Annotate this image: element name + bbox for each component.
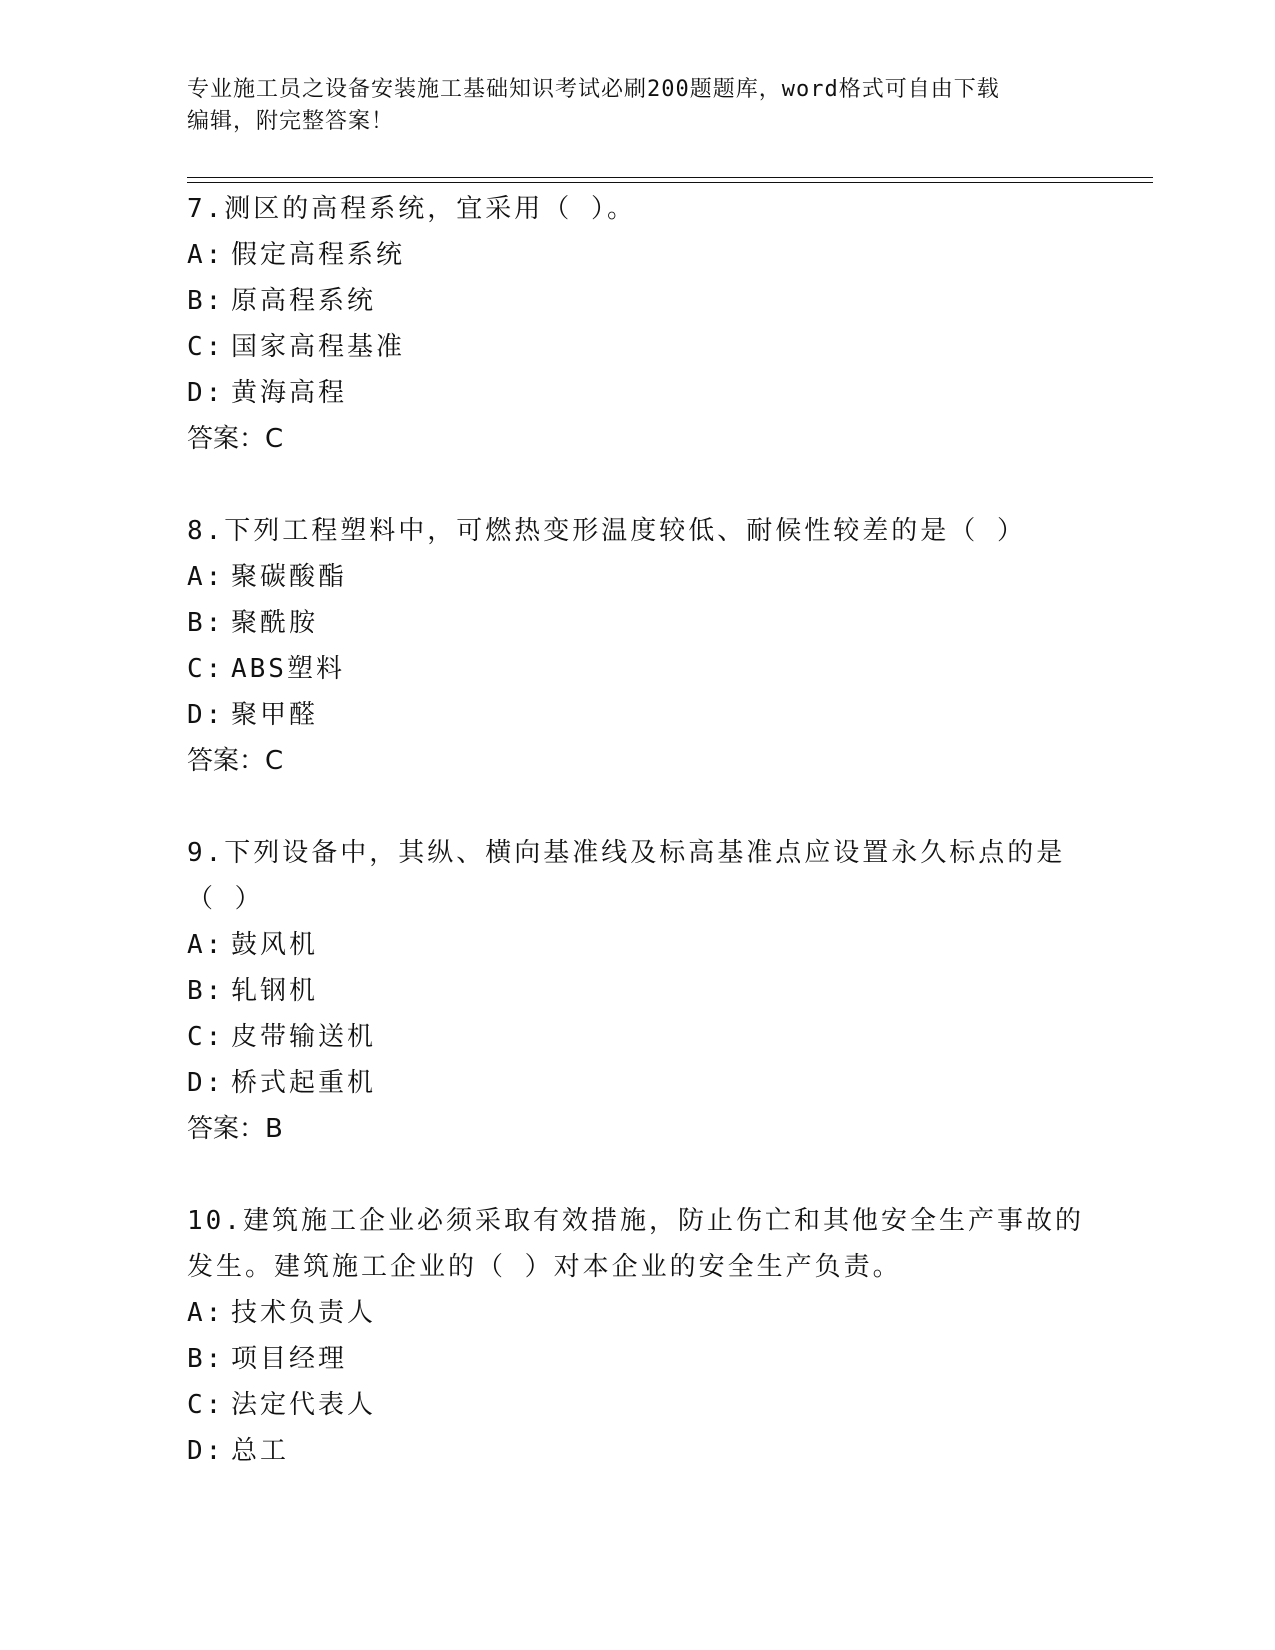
answer-line: 答案：C	[187, 424, 284, 454]
option-letter: D:	[187, 378, 225, 408]
option-b	[187, 968, 1087, 1014]
option-letter: D:	[187, 1436, 225, 1466]
option-b	[187, 600, 1087, 646]
option-a	[187, 922, 1087, 968]
option-text: 鼓风机	[231, 930, 319, 960]
option-text: 法定代表人	[231, 1390, 377, 1420]
question-stem: 8.下列工程塑料中，可燃热变形温度较低、耐候性较差的是（ ）	[187, 516, 1026, 546]
question-9	[187, 830, 1087, 1152]
question-stem: 10.建筑施工企业必须采取有效措施，防止伤亡和其他安全生产事故的发生。建筑施工企业的（ ）对本企业的安全生产负责。	[187, 1206, 1084, 1282]
option-text: 项目经理	[231, 1344, 348, 1374]
header-divider-bottom	[187, 182, 1153, 183]
option-letter: A:	[187, 930, 225, 960]
option-text: 总工	[231, 1436, 290, 1466]
option-text: 原高程系统	[231, 286, 377, 316]
option-d	[187, 1428, 1087, 1474]
option-c	[187, 646, 1087, 692]
option-letter: C:	[187, 332, 225, 362]
option-a	[187, 554, 1087, 600]
question-stem: 9.下列设备中，其纵、横向基准线及标高基准点应设置永久标点的是（ ）	[187, 838, 1066, 914]
option-letter: C:	[187, 654, 225, 684]
option-text: 皮带输送机	[231, 1022, 377, 1052]
option-letter: A:	[187, 562, 225, 592]
option-text: 黄海高程	[231, 378, 348, 408]
question-list	[187, 186, 1087, 1520]
option-letter: C:	[187, 1022, 225, 1052]
option-letter: B:	[187, 286, 225, 316]
option-text: 技术负责人	[231, 1298, 377, 1328]
option-text: 轧钢机	[231, 976, 319, 1006]
option-letter: A:	[187, 240, 225, 270]
document-header	[187, 74, 1087, 138]
option-d	[187, 370, 1087, 416]
option-a	[187, 1290, 1087, 1336]
option-letter: A:	[187, 1298, 225, 1328]
option-d	[187, 1060, 1087, 1106]
option-letter: D:	[187, 1068, 225, 1098]
header-divider-top	[187, 177, 1153, 178]
option-letter: B:	[187, 976, 225, 1006]
option-b	[187, 278, 1087, 324]
option-c	[187, 324, 1087, 370]
question-8	[187, 508, 1087, 784]
option-a	[187, 232, 1087, 278]
option-letter: D:	[187, 700, 225, 730]
option-text: 桥式起重机	[231, 1068, 377, 1098]
option-text: 国家高程基准	[231, 332, 406, 362]
option-text: 聚碳酸酯	[231, 562, 348, 592]
option-text: 聚甲醛	[231, 700, 319, 730]
option-c	[187, 1382, 1087, 1428]
option-letter: B:	[187, 608, 225, 638]
question-stem: 7.测区的高程系统，宜采用（ ）。	[187, 194, 636, 224]
question-10	[187, 1198, 1087, 1474]
option-text: ABS塑料	[231, 654, 345, 684]
answer-line: 答案：C	[187, 746, 284, 776]
option-d	[187, 692, 1087, 738]
option-c	[187, 1014, 1087, 1060]
option-letter: C:	[187, 1390, 225, 1420]
question-7	[187, 186, 1087, 462]
option-letter: B:	[187, 1344, 225, 1374]
answer-line: 答案：B	[187, 1114, 283, 1144]
header-title-line-1: 专业施工员之设备安装施工基础知识考试必刷200题题库，word格式可自由下载	[187, 77, 1000, 102]
option-text: 假定高程系统	[231, 240, 406, 270]
option-b	[187, 1336, 1087, 1382]
option-text: 聚酰胺	[231, 608, 319, 638]
header-title-line-2: 编辑，附完整答案！	[187, 109, 395, 134]
